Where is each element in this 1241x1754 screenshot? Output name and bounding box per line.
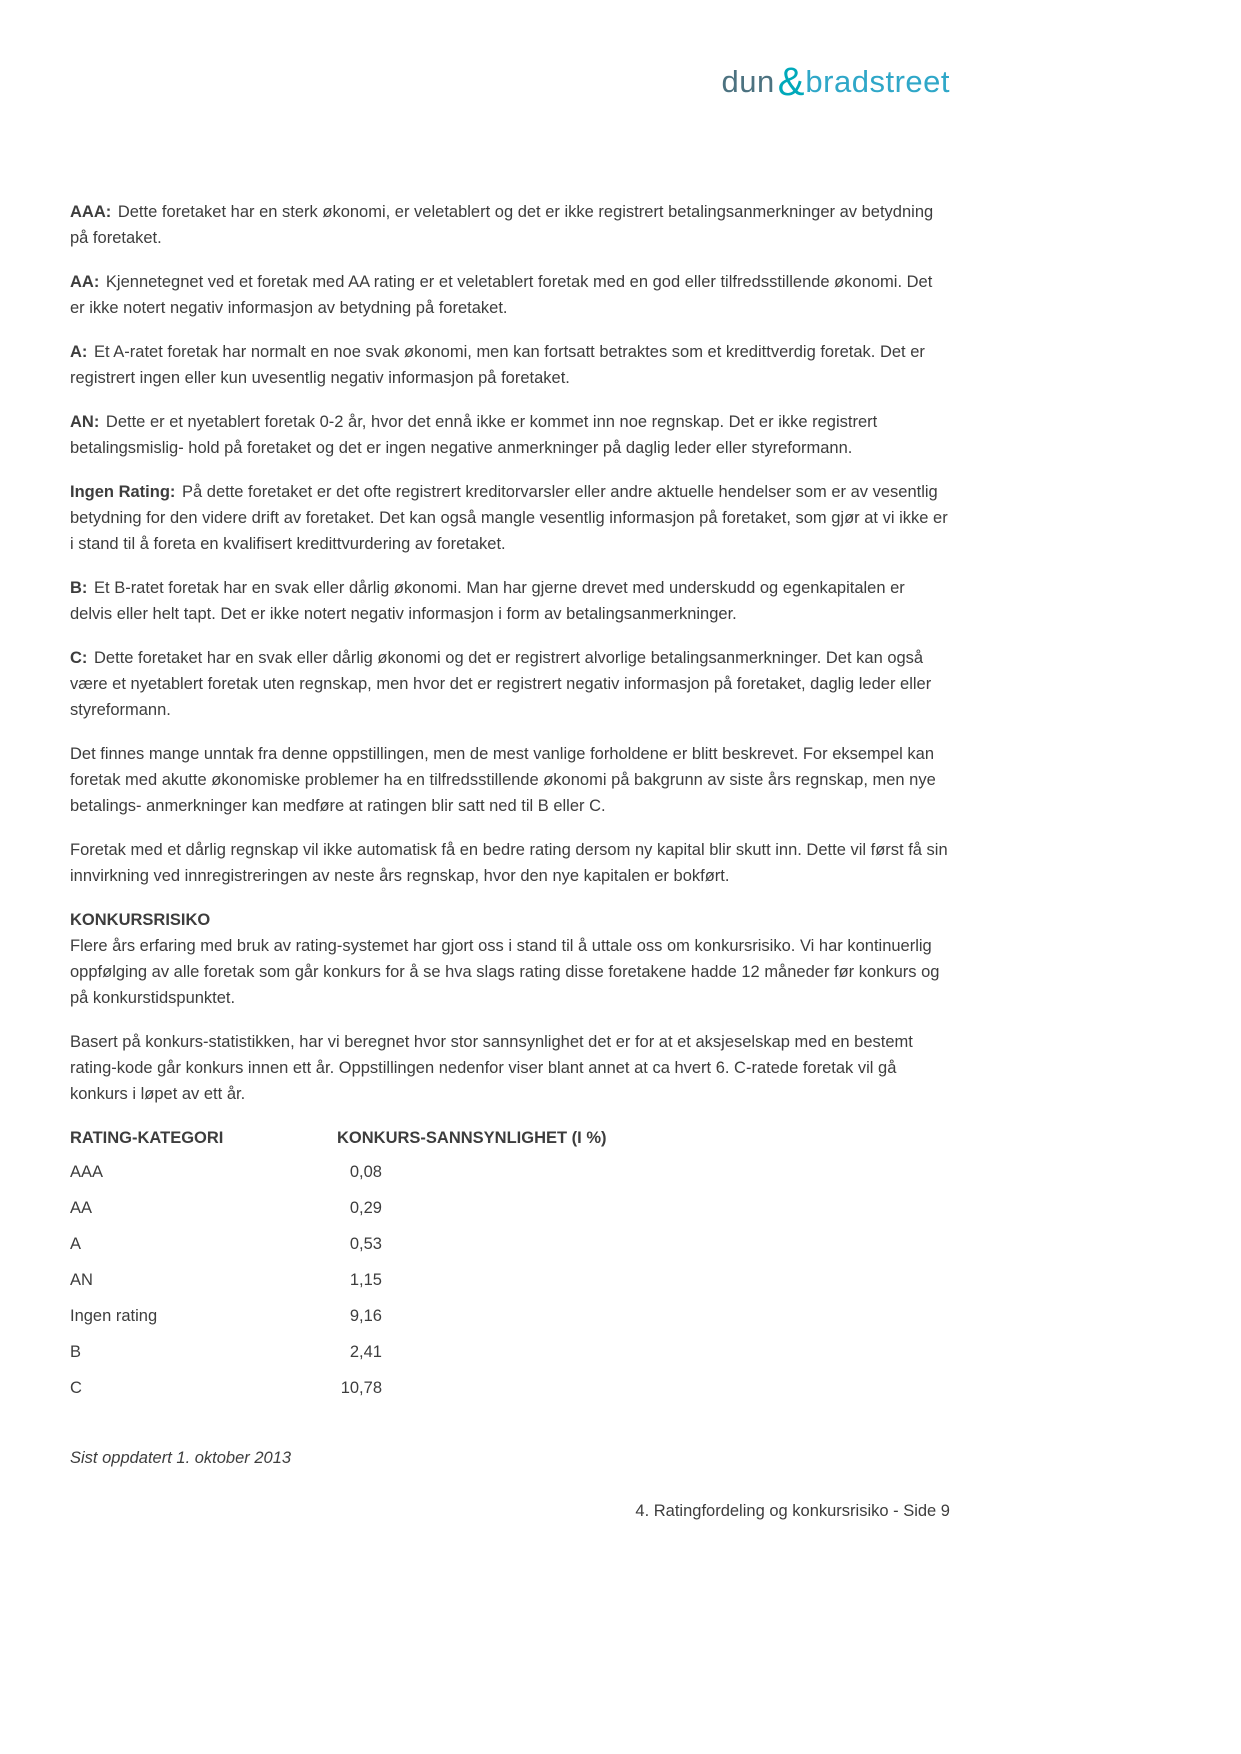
probability-cell: 0,08: [349, 1163, 382, 1181]
probability-cell: 0,29: [349, 1199, 382, 1217]
logo-text-dun: dun: [721, 64, 775, 99]
probability-cell: 2,41: [349, 1343, 382, 1361]
table-row: [70, 1375, 950, 1401]
table-row: [70, 1159, 950, 1185]
page-content: [70, 199, 950, 1488]
rating-definition-c: [70, 645, 950, 723]
rating-text-aa: Kjennetegnet ved et foretak med AA rating er et veletablert foretak med en god eller tilfredsstillende økonomi. Det er ikke notert negativ informasjon av betydning på foretaket.: [70, 273, 933, 317]
last-updated-note: Sist oppdatert 1. oktober 2013: [70, 1449, 292, 1467]
konkursrisiko-heading: KONKURSRISIKO: [70, 911, 211, 929]
dun-bradstreet-logo: [721, 60, 951, 104]
rating-definition-ingen-rating: [70, 479, 950, 557]
rating-category-cell: B: [70, 1343, 82, 1361]
rating-category-cell: AAA: [70, 1163, 104, 1181]
rating-definition-an: [70, 409, 950, 461]
probability-cell: 10,78: [340, 1379, 382, 1397]
rating-label-c: C:: [70, 649, 88, 667]
logo-text-bradstreet: bradstreet: [805, 64, 950, 99]
rating-text-a: Et A-ratet foretak har normalt en noe svak økonomi, men kan fortsatt betraktes som et kredittverdig foretak. Det er registrert ingen eller kun uvesentlig negativ informasjon på foretaket.: [70, 343, 925, 387]
probability-cell: 1,15: [349, 1271, 382, 1289]
header-rating-kategori: RATING-KATEGORI: [70, 1129, 224, 1147]
table-row: [70, 1267, 950, 1293]
rating-definition-b: [70, 575, 950, 627]
rating-category-cell: Ingen rating: [70, 1307, 158, 1325]
table-row: [70, 1303, 950, 1329]
konkursrisiko-paragraph-1: Flere års erfaring med bruk av rating-systemet har gjort oss i stand til å uttale oss om konkursrisiko. Vi har kontinuerlig oppfølging av alle foretak som går konkurs for å se hva slags rating disse foretakene hadde 12 måneder før konkurs og på konkurstidspunktet.: [70, 937, 940, 1007]
header-konkurs-sannsynlighet: KONKURS-SANNSYNLIGHET (I %): [337, 1129, 607, 1147]
rating-label-aa: AA:: [70, 273, 100, 291]
rating-probability-table: [70, 1125, 950, 1401]
table-row: [70, 1231, 950, 1257]
rating-category-cell: C: [70, 1379, 82, 1397]
rating-label-ingen-rating: Ingen Rating:: [70, 483, 176, 501]
rating-text-c: Dette foretaket har en svak eller dårlig økonomi og det er registrert alvorlige betalingsanmerkninger. Det kan også være et nyetablert foretak uten regnskap, men hvor det er registrert negativ informasjon på foretaket, daglig leder eller styreformann.: [70, 649, 932, 719]
rating-definition-aaa: [70, 199, 950, 251]
table-header-row: [70, 1125, 950, 1151]
page-footer: 4. Ratingfordeling og konkursrisiko - Side 9: [635, 1502, 950, 1520]
probability-cell: 9,16: [349, 1307, 382, 1325]
table-row: [70, 1195, 950, 1221]
rating-text-an: Dette er et nyetablert foretak 0-2 år, hvor det ennå ikke er kommet inn noe regnskap. Det er ikke registrert betalingsmislig- hold på foretaket og det er ingen negative anmerkninger på daglig leder eller styreformann.: [70, 413, 878, 457]
rating-text-aaa: Dette foretaket har en sterk økonomi, er veletablert og det er ikke registrert betalingsanmerkninger av betydning på foretaket.: [70, 203, 934, 247]
rating-label-b: B:: [70, 579, 88, 597]
rating-category-cell: A: [70, 1235, 82, 1253]
rating-label-a: A:: [70, 343, 88, 361]
rating-category-cell: AN: [70, 1271, 93, 1289]
exceptions-note: Det finnes mange unntak fra denne oppstillingen, men de mest vanlige forholdene er blitt beskrevet. For eksempel kan foretak med akutte økonomiske problemer ha en tilfredsstillende økonomi på bakgrunn av siste års regnskap, men nye betalings- anmerkninger kan medføre at ratingen blir satt ned til B eller C.: [70, 745, 936, 815]
konkursrisiko-paragraph-2: Basert på konkurs-statistikken, har vi beregnet hvor stor sannsynlighet det er for at et aksjeselskap med en bestemt rating-kode går konkurs innen ett år. Oppstillingen nedenfor viser blant annet at ca hvert 6. C-ratede foretak vil gå konkurs i løpet av ett år.: [70, 1033, 913, 1103]
rating-text-ingen-rating: På dette foretaket er det ofte registrert kreditorvarsler eller andre aktuelle hendelser som er av vesentlig betydning for den videre drift av foretaket. Det kan også mangle vesentlig informasjon på foretaket, som gjør at vi ikke er i stand til å foreta en kvalifisert kredittvurdering av foretaket.: [70, 483, 948, 553]
probability-cell: 0,53: [349, 1235, 382, 1253]
rating-definition-aa: [70, 269, 950, 321]
rating-label-aaa: AAA:: [70, 203, 112, 221]
rating-text-b: Et B-ratet foretak har en svak eller dårlig økonomi. Man har gjerne drevet med underskudd og egenkapitalen er delvis eller helt tapt. Det er ikke notert negativ informasjon i form av betalingsanmerkninger.: [70, 579, 905, 623]
rating-definition-a: [70, 339, 950, 391]
rating-category-cell: AA: [70, 1199, 93, 1217]
table-row: [70, 1339, 950, 1365]
capital-note: Foretak med et dårlig regnskap vil ikke automatisk få en bedre rating dersom ny kapital blir skutt inn. Dette vil først få sin innvirkning ved innregistreringen av neste års regnskap, hvor den nye kapitalen er bokført.: [70, 841, 948, 885]
rating-label-an: AN:: [70, 413, 100, 431]
logo-ampersand-icon: &: [777, 60, 805, 104]
